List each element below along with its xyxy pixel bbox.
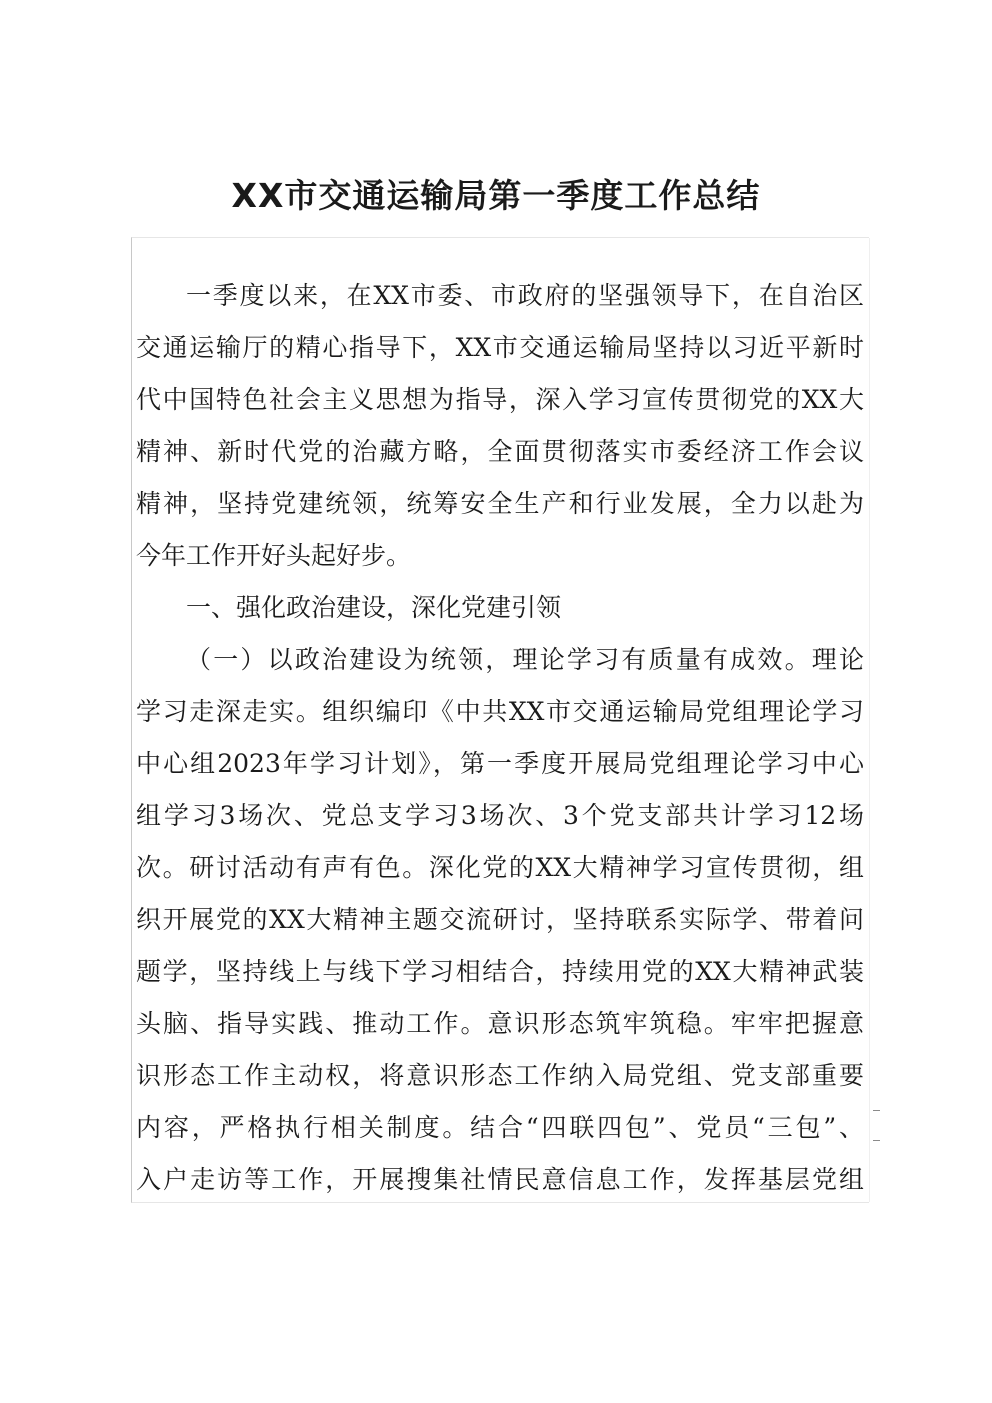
section-heading-1: 一、强化政治建设，深化党建引领: [186, 593, 562, 622]
body-line-18: 入户走访等工作，开展搜集社情民意信息工作，发挥基层党组: [136, 1165, 864, 1194]
body-line-13: 织开展党的XX大精神主题交流研讨，坚持联系实际学、带着问: [136, 905, 864, 934]
document-title: XX市交通运输局第一季度工作总结: [231, 176, 761, 215]
body-line-16: 识形态工作主动权，将意识形态工作纳入局党组、党支部重要: [136, 1061, 864, 1090]
body-line-2: 交通运输厅的精心指导下，XX市交通运输局坚持以习近平新时: [136, 333, 864, 362]
body-line-1: 一季度以来，在XX市委、市政府的坚强领导下，在自治区: [186, 281, 864, 310]
body-line-12: 次。研讨活动有声有色。深化党的XX大精神学习宣传贯彻，组: [136, 853, 864, 882]
body-line-8: （一）以政治建设为统领，理论学习有质量有成效。理论: [186, 645, 864, 674]
corner-crop-mark: [873, 1110, 880, 1111]
body-line-3: 代中国特色社会主义思想为指导，深入学习宣传贯彻党的XX大: [136, 385, 864, 414]
body-line-14: 题学，坚持线上与线下学习相结合，持续用党的XX大精神武装: [136, 957, 864, 986]
corner-crop-mark: [873, 1140, 880, 1141]
body-line-9: 学习走深走实。组织编印《中共XX市交通运输局党组理论学习: [136, 697, 864, 726]
body-line-11: 组学习3场次、党总支学习3场次、3个党支部共计学习12场: [136, 801, 864, 830]
body-line-10: 中心组2023年学习计划》，第一季度开展局党组理论学习中心: [136, 749, 864, 778]
body-line-4: 精神、新时代党的治藏方略，全面贯彻落实市委经济工作会议: [136, 437, 864, 466]
body-line-15: 头脑、指导实践、推动工作。意识形态筑牢筑稳。牢牢把握意: [136, 1009, 864, 1038]
body-line-6: 今年工作开好头起好步。: [136, 541, 412, 570]
body-line-17: 内容，严格执行相关制度。结合“四联四包”、党员“三包”、: [136, 1113, 864, 1142]
body-line-5: 精神，坚持党建统领，统筹安全生产和行业发展，全力以赴为: [136, 489, 864, 518]
